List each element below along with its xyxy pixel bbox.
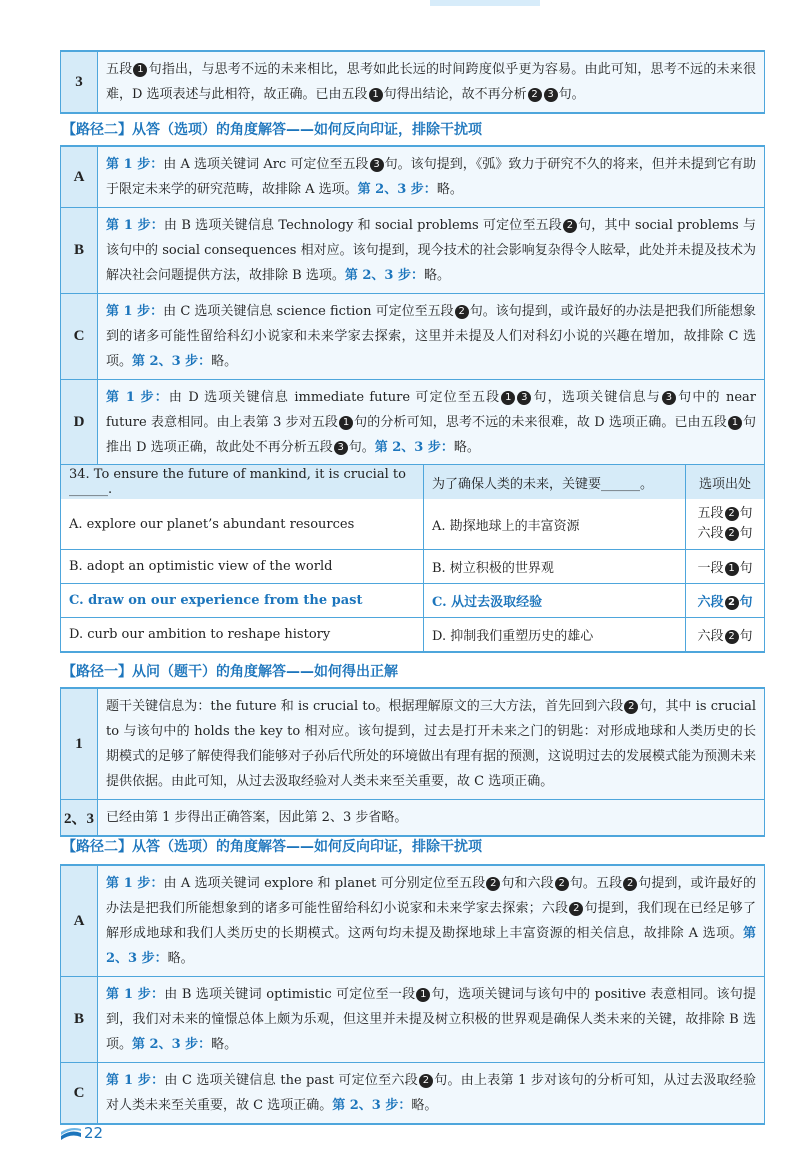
q34-table-header	[61, 465, 764, 499]
q34-path1-box	[60, 687, 765, 837]
text-span: 句得出结论，故不再分析	[383, 87, 527, 102]
sentence-number-badge: 1	[416, 988, 430, 1002]
text-span: 略。	[411, 1098, 438, 1113]
option-row	[61, 147, 764, 207]
text-span: 由 B 选项关键信息 Technology 和 social problems 可定位至五段	[163, 218, 562, 233]
text-span: 由 C 选项关键信息 the past 可定位至六段	[164, 1073, 418, 1088]
row-label: B	[61, 208, 98, 293]
sentence-number-badge: 2	[623, 877, 637, 891]
step-label: 第 2、3 步：	[132, 1037, 212, 1052]
option-zh: D. 抑制我们重塑历史的雄心	[424, 618, 686, 651]
sentence-number-badge: 2	[555, 877, 569, 891]
row-label: D	[61, 380, 98, 465]
text-span: 题干关键信息为：the future 和 is crucial to。根据理解原文的三大方法，首先回到六段	[106, 699, 624, 714]
text-span: 略。	[211, 354, 238, 369]
row-text	[98, 380, 764, 465]
option-zh: C. 从过去汲取经验	[424, 584, 686, 617]
text-span: 句	[739, 526, 753, 541]
step-label: 第 2、3 步：	[106, 926, 756, 966]
row-text	[98, 866, 764, 976]
text-span: 略。	[453, 440, 480, 455]
sentence-number-badge: 2	[725, 630, 739, 644]
step-label: 第 1 步：	[106, 987, 165, 1002]
source-line	[697, 557, 752, 576]
row-label: B	[61, 977, 98, 1062]
text-span: 句推出 D 选项正确，故此处不再分析五段	[106, 415, 756, 455]
text-span: 句，其中 is crucial to 与该句中的 holds the key to 相对应。该句提到，过去是打开未来之门的钥匙：对形成地球和人类历史的长期模式的足够了解使得我们能够对子孙后代所处的环境做出有理有据的预测，这说明过去的发展模式能为预测未来提供依据。由此可知，从过去汲取经验对人类未来至关重要，故 C 选项正确。	[106, 699, 757, 789]
row-text	[98, 147, 764, 207]
option-source	[686, 550, 764, 583]
row-label: A	[61, 147, 98, 207]
q34-table	[60, 464, 765, 653]
option-row	[61, 207, 764, 293]
row-label: 2、3	[61, 800, 98, 835]
text-span: 句	[739, 506, 753, 521]
option-row	[61, 866, 764, 976]
sentence-number-badge: 2	[419, 1074, 433, 1088]
text-span: 句。	[348, 440, 375, 455]
text-span: 六段	[697, 526, 724, 541]
step-label: 第 1 步：	[106, 1073, 165, 1088]
q34-path1-title: 【路径一】从问（题干）的角度解答——如何得出正解	[62, 664, 398, 680]
sentence-number-badge: 1	[501, 391, 515, 405]
page-number-area	[60, 1124, 103, 1142]
source-line	[697, 504, 752, 524]
option-zh: B. 树立积极的世界观	[424, 550, 686, 583]
top-decoration	[430, 0, 540, 6]
text-span: 由 A 选项关键词 explore 和 planet 可分别定位至五段	[163, 876, 486, 891]
sentence-number-badge: 2	[563, 219, 577, 233]
step-label: 第 1 步：	[106, 876, 164, 891]
sentence-number-badge: 2	[528, 88, 542, 102]
step-label: 第 1 步：	[106, 304, 164, 319]
step-label: 第 1 步：	[106, 157, 164, 172]
option-row	[61, 379, 764, 465]
sentence-number-badge: 1	[339, 416, 353, 430]
text-span: 句。五段	[569, 876, 623, 891]
text-span: 由 C 选项关键信息 science fiction 可定位至五段	[163, 304, 454, 319]
sentence-number-badge: 3	[334, 441, 348, 455]
step-label: 第 1 步：	[106, 390, 169, 405]
text-span: 句和六段	[501, 876, 554, 891]
text-span: 句，选项关键词与该句中的 positive 表意相同。该句提到，我们对未来的憧憬总体上颇为乐观，但这里并未提及树立积极的世界观是确保人类未来的关键，故排除 B 选项。	[106, 987, 756, 1052]
text-span: 句。	[558, 87, 585, 102]
text-span: 六段	[697, 629, 724, 644]
text-span: 句。由上表第 1 步对该句的分析可知，从过去汲取经验对人类未来至关重要，故 C 选项正确。	[106, 1073, 756, 1113]
row-text	[98, 977, 764, 1062]
option-source	[686, 618, 764, 651]
source-line	[697, 625, 752, 644]
step-label: 第 2、3 步：	[357, 182, 437, 197]
text-span: 句提到，或许最好的办法是把我们所能想象到的诸多可能性留给科幻小说家和未来学家去探索；六段	[106, 876, 756, 916]
source-line	[697, 591, 752, 610]
text-span: 五段	[697, 506, 724, 521]
q34-option-row	[61, 583, 764, 617]
text-span: 句	[739, 629, 753, 644]
sentence-number-badge: 1	[728, 416, 742, 430]
row-text	[98, 800, 764, 835]
option-en: A. explore our planet’s abundant resources	[61, 499, 424, 549]
text-span: 一段	[697, 561, 724, 576]
q34-options-box	[60, 864, 765, 1125]
sentence-number-badge: 2	[569, 902, 583, 916]
row-text	[98, 294, 764, 379]
sentence-number-badge: 3	[544, 88, 558, 102]
option-source	[686, 499, 764, 549]
text-span: 句，选项关键信息与	[532, 390, 661, 405]
option-source	[686, 584, 764, 617]
q34-question-zh: 为了确保人类的未来，关键要______。	[424, 465, 686, 499]
page-number: 22	[84, 1124, 104, 1142]
text-span: 五段	[106, 62, 133, 77]
q33-path2-title: 【路径二】从答（选项）的角度解答——如何反向印证，排除干扰项	[62, 122, 482, 138]
book-icon	[60, 1127, 82, 1141]
sentence-number-badge: 2	[624, 700, 638, 714]
q34-path2-title: 【路径二】从答（选项）的角度解答——如何反向印证，排除干扰项	[62, 839, 482, 855]
row-label: 3	[61, 52, 98, 112]
option-row	[61, 976, 764, 1062]
row-label: 1	[61, 689, 98, 799]
text-span: 句	[739, 561, 753, 576]
step-label: 第 2、3 步：	[374, 440, 454, 455]
sentence-number-badge: 2	[725, 527, 739, 541]
sentence-number-badge: 3	[370, 158, 384, 172]
row-text	[98, 208, 764, 293]
sentence-number-badge: 3	[517, 391, 531, 405]
option-row	[61, 1062, 764, 1123]
q34-option-row	[61, 549, 764, 583]
sentence-number-badge: 1	[725, 562, 739, 576]
step-label: 第 2、3 步：	[332, 1098, 412, 1113]
option-row	[61, 799, 764, 835]
row-text	[98, 1063, 764, 1123]
text-span: 句提到，我们现在已经足够了解形成地球和我们人类历史的长期模式。这两句均未提及勘探地球上丰富资源的相关信息，故排除 A 选项。	[106, 901, 756, 941]
row-label: C	[61, 294, 98, 379]
text-span: 句。该句提到，或许最好的办法是把我们所能想象到的诸多可能性留给科幻小说家和未来学家去探索，这里并未提及人们对科幻小说的兴趣在增加，故排除 C 选项。	[106, 304, 756, 369]
row-text	[98, 52, 764, 112]
text-span: 略。	[423, 268, 450, 283]
text-span: 句，其中 social problems 与该句中的 social consequences 相对应。该句提到，现今技术的社会影响复杂得令人眩晕，此处并未提及技术为解决社会问题提供方法，故排除 B 选项。	[106, 218, 756, 283]
q33-options-box	[60, 145, 765, 467]
text-span: 略。	[211, 1037, 238, 1052]
option-row	[61, 52, 764, 112]
sentence-number-badge: 1	[133, 63, 147, 77]
option-en: D. curb our ambition to reshape history	[61, 618, 424, 651]
option-row	[61, 689, 764, 799]
text-span: 由 D 选项关键信息 immediate future 可定位至五段	[168, 390, 501, 405]
q34-question-en: 34. To ensure the future of mankind, it is crucial to ______.	[61, 465, 424, 499]
text-span: 六段	[697, 595, 724, 610]
sentence-number-badge: 2	[455, 305, 469, 319]
q34-option-row	[61, 617, 764, 651]
option-zh: A. 勘探地球上的丰富资源	[424, 499, 686, 549]
text-span: 由 B 选项关键词 optimistic 可定位至一段	[164, 987, 416, 1002]
q33-step3-box	[60, 50, 765, 114]
row-text	[98, 689, 764, 799]
step-label: 第 2、3 步：	[344, 268, 424, 283]
sentence-number-badge: 2	[725, 596, 739, 610]
q34-option-row	[61, 499, 764, 549]
text-span: 句指出，与思考不远的未来相比，思考如此长远的时间跨度似乎更为容易。由此可知，思考不远的未来很难，D 选项表述与此相符，故正确。已由五段	[106, 62, 756, 102]
step-label: 第 1 步：	[106, 218, 164, 233]
step-label: 第 2、3 步：	[132, 354, 212, 369]
text-span: 句的分析可知，思考不远的未来很难，故 D 选项正确。已由五段	[354, 415, 727, 430]
text-span: 句。该句提到，《弧》致力于研究不久的将来，但并未提到它有助于限定未来学的研究范畴，故排除 A 选项。	[106, 157, 756, 197]
text-span: 略。	[167, 951, 194, 966]
text-span: 由 A 选项关键词 Arc 可定位至五段	[163, 157, 369, 172]
sentence-number-badge: 2	[725, 507, 739, 521]
option-row	[61, 293, 764, 379]
text-span: 略。	[436, 182, 463, 197]
option-en: B. adopt an optimistic view of the world	[61, 550, 424, 583]
row-label: A	[61, 866, 98, 976]
row-label: C	[61, 1063, 98, 1123]
sentence-number-badge: 2	[486, 877, 500, 891]
sentence-number-badge: 1	[369, 88, 383, 102]
text-span: 已经由第 1 步得出正确答案，因此第 2、3 步省略。	[106, 810, 408, 825]
option-en: C. draw on our experience from the past	[61, 584, 424, 617]
q34-source-header: 选项出处	[698, 476, 751, 492]
text-span: 句中的 near future 表意相同。由上表第 3 步对五段	[106, 390, 756, 430]
source-line	[697, 524, 752, 544]
text-span: 句	[739, 595, 753, 610]
sentence-number-badge: 3	[662, 391, 676, 405]
